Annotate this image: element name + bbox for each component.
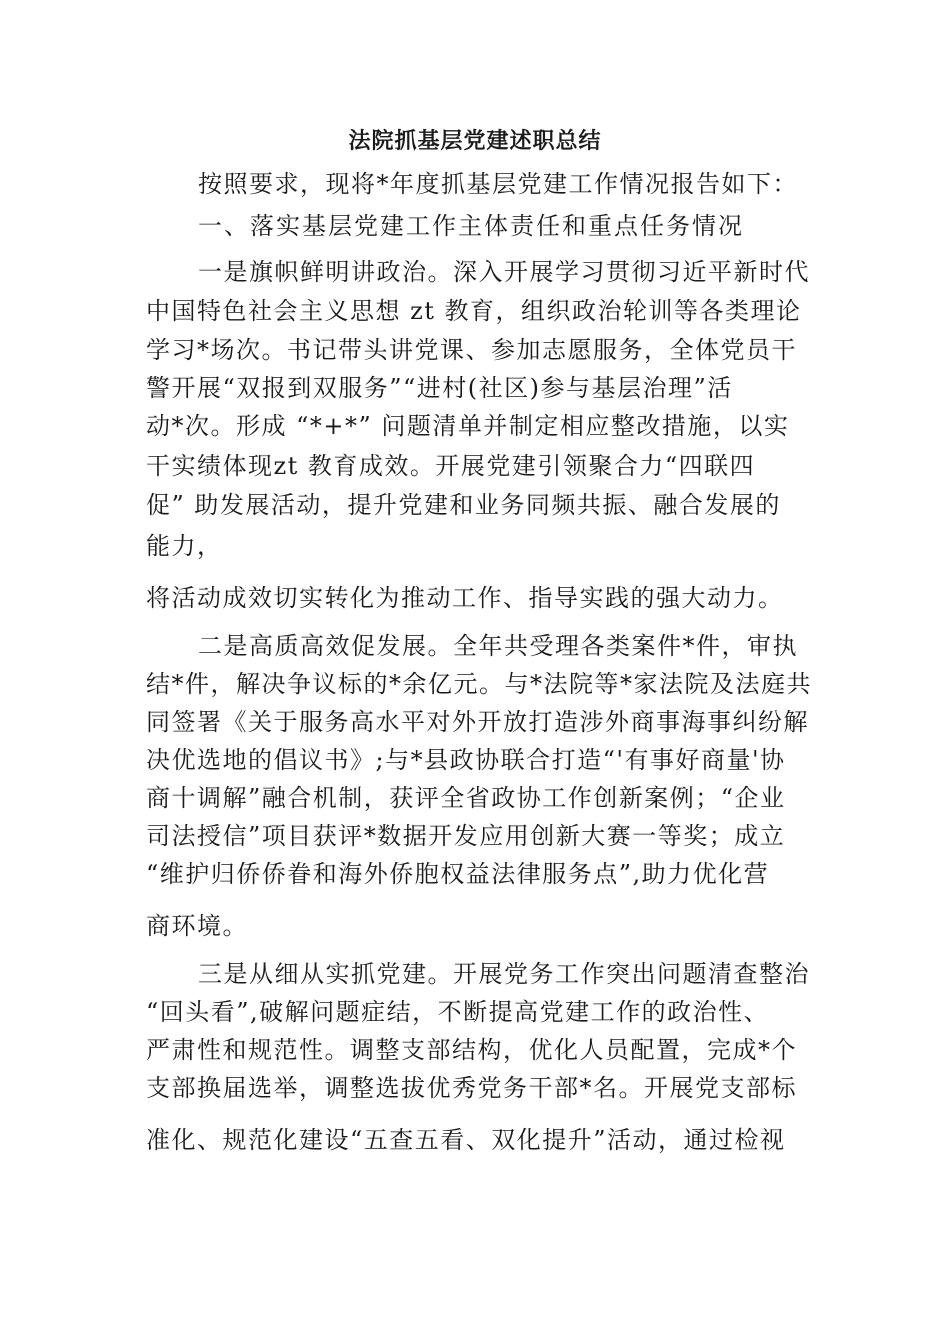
- paragraph-line: “回头看”,破解问题症结，不断提高党建工作的政治性、: [146, 998, 770, 1026]
- paragraph-line: 二是高质高效促发展。全年共受理各类案件*件，审执: [198, 632, 798, 660]
- paragraph-line: 司法授信”项目获评*数据开发应用创新大赛一等奖；成立: [146, 822, 786, 850]
- paragraph-line: 动*次。形成 “*+*” 问题清单并制定相应整改措施，以实: [146, 412, 790, 440]
- paragraph-line: 将活动成效切实转化为推动工作、指导实践的强大动力。: [146, 584, 784, 612]
- paragraph-line: 严肃性和规范性。调整支部结构，优化人员配置，完成*个: [146, 1036, 797, 1064]
- paragraph-line: 准化、规范化建设“五查五看、双化提升”活动，通过检视: [146, 1126, 786, 1154]
- paragraph-line: 同签署《关于服务高水平对外开放打造涉外商事海事纠纷解: [146, 708, 809, 736]
- paragraph-line: 三是从细从实抓党建。开展党务工作突出问题清查整治: [198, 960, 810, 988]
- paragraph-line: 决优选地的倡议书》;与*县政协联合打造“'有事好商量'协: [146, 746, 786, 774]
- paragraph-line: 学习*场次。书记带头讲党课、参加志愿服务，全体党员干: [146, 336, 797, 364]
- paragraph-line: 支部换届选举，调整选拔优秀党务干部*名。开展党支部标: [146, 1074, 797, 1102]
- paragraph-line: 促” 助发展活动，提升党建和业务同频共振、融合发展的: [146, 491, 781, 519]
- paragraph-line: 结*件，解决争议标的*余亿元。与*法院等*家法院及法庭共: [146, 670, 812, 698]
- paragraph-line: 一是旗帜鲜明讲政治。深入开展学习贯彻习近平新时代: [198, 258, 810, 286]
- document-title: 法院抓基层党建述职总结: [348, 129, 602, 154]
- paragraph-line: 中国特色社会主义思想 zt 教育，组织政治轮训等各类理论: [146, 297, 802, 325]
- paragraph-line: “维护归侨侨眷和海外侨胞权益法律服务点”,助力优化营: [146, 860, 770, 888]
- intro-line: 按照要求，现将*年度抓基层党建工作情况报告如下：: [198, 170, 798, 198]
- paragraph-line: 商十调解”融合机制，获评全省政协工作创新案例；“企业: [146, 784, 786, 812]
- section-heading: 一、落实基层党建工作主体责任和重点任务情况: [198, 212, 744, 240]
- paragraph-line: 警开展“双报到双服务”“进村(社区)参与基层治理”活: [146, 374, 733, 402]
- paragraph-line: 能力，: [146, 532, 223, 560]
- paragraph-line: 干实绩体现zt 教育成效。开展党建引领聚合力“四联四: [146, 452, 756, 480]
- paragraph-line: 商环境。: [146, 912, 248, 940]
